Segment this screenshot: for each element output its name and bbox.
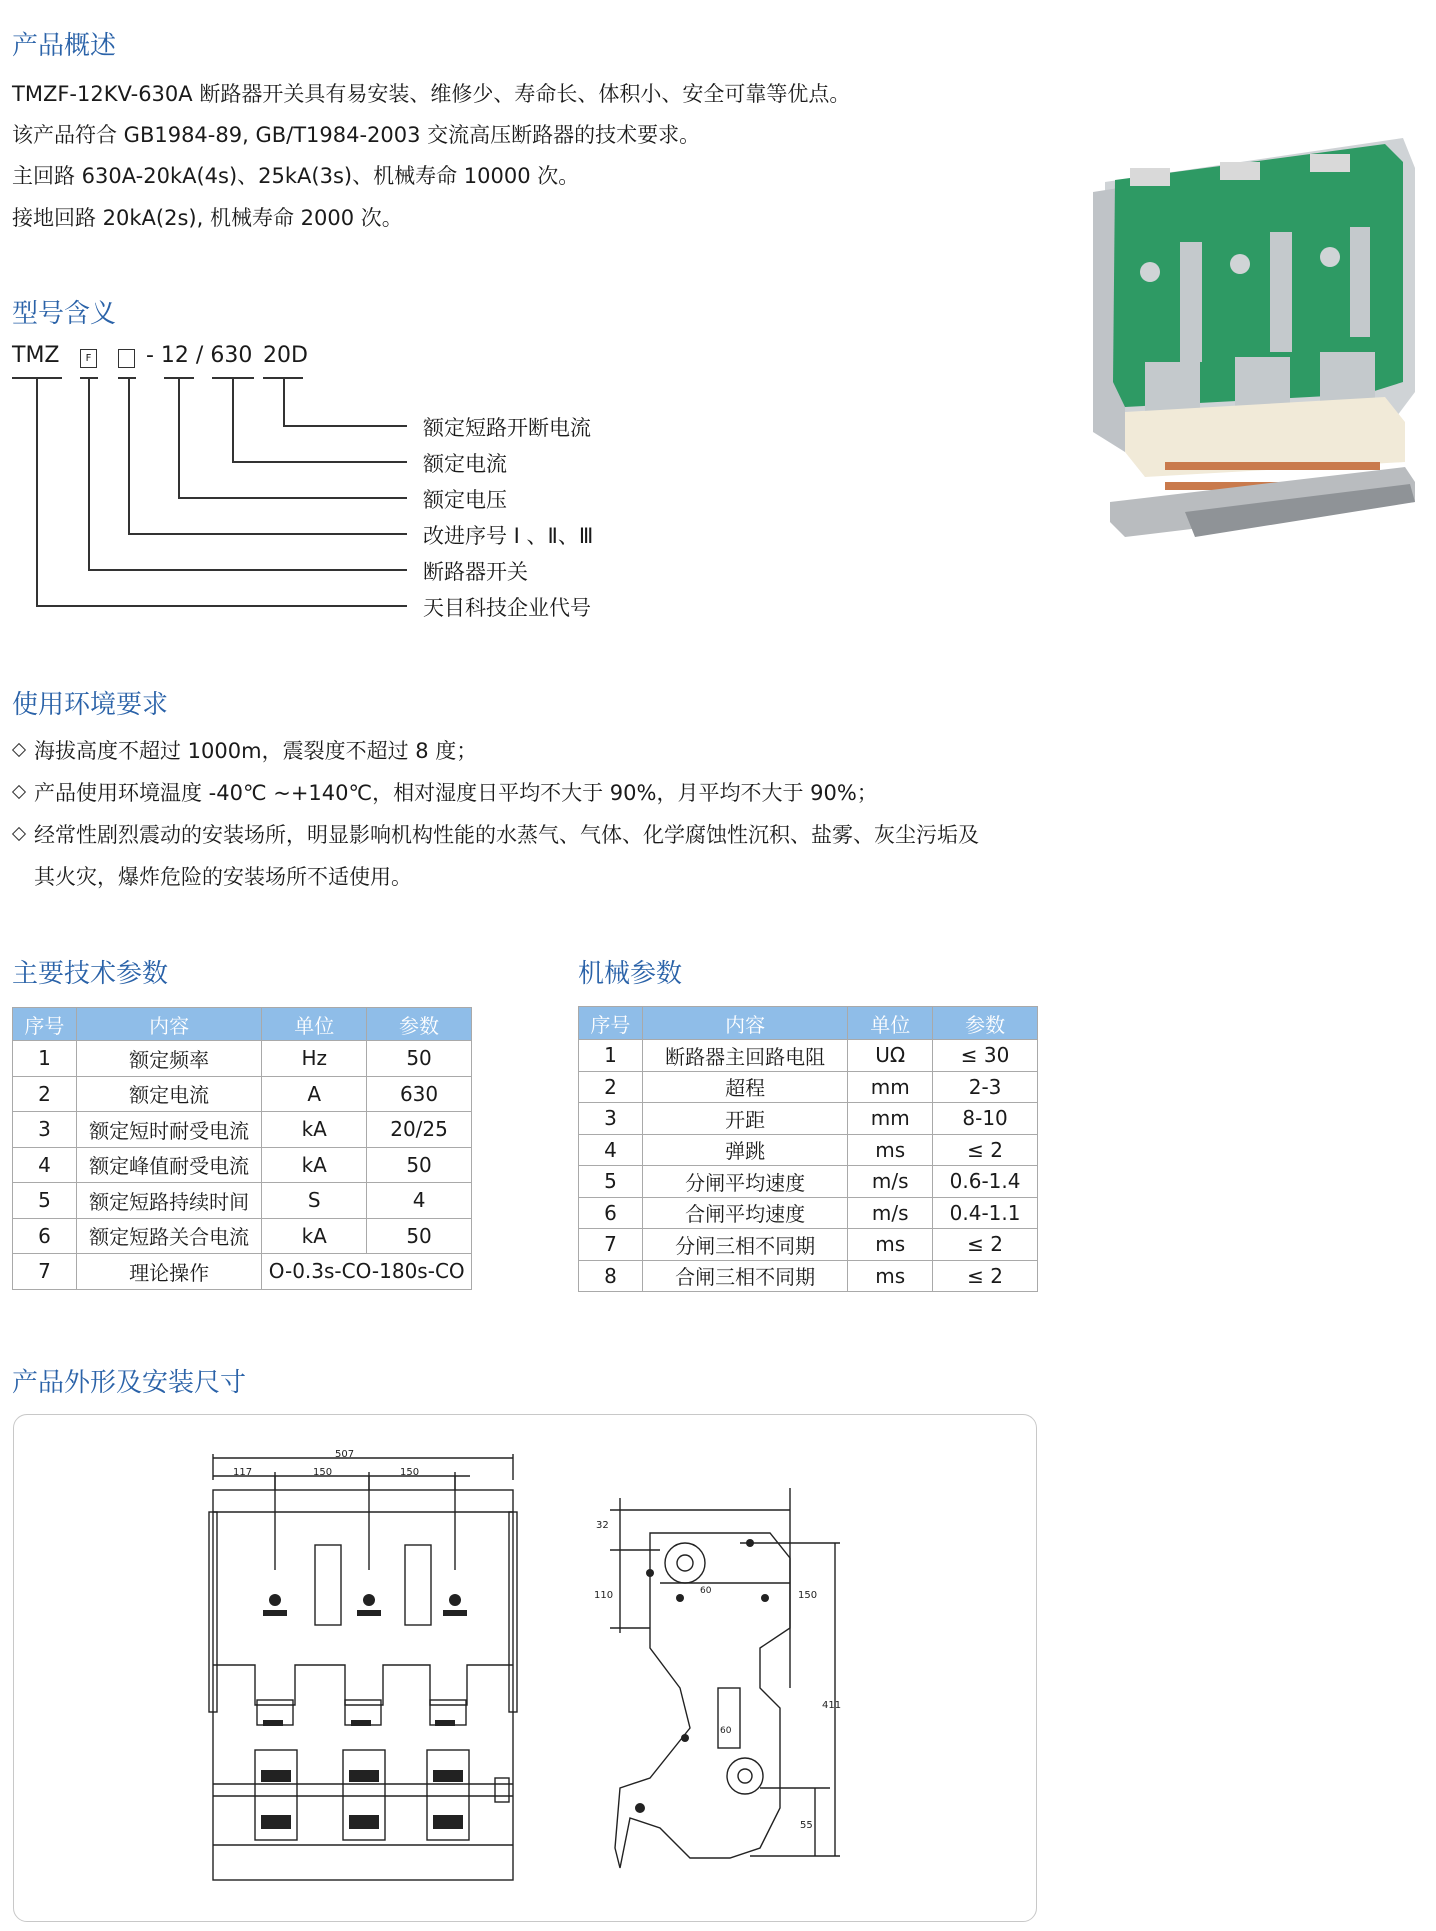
table-cell: 7: [13, 1254, 77, 1290]
environment-heading: 使用环境要求: [12, 690, 169, 720]
col-header-no: 序号: [579, 1007, 643, 1040]
table-header-row: [13, 1008, 472, 1041]
model-label-2: 额定电流: [423, 452, 507, 476]
model-label-5: 断路器开关: [423, 560, 528, 584]
table-cell: 分闸平均速度: [642, 1166, 847, 1198]
table-cell: 6: [13, 1218, 77, 1254]
bullet-diamond-icon: [12, 785, 26, 799]
table-cell: ms: [848, 1229, 933, 1261]
dim-side-411: 411: [822, 1700, 842, 1711]
tech-params-table: [12, 1007, 472, 1290]
table-cell: 超程: [642, 1071, 847, 1103]
table-cell: 4: [13, 1147, 77, 1183]
table-cell: ≤ 2: [933, 1134, 1038, 1166]
overview-heading: 产品概述: [12, 31, 117, 61]
col-header-unit: 单位: [848, 1007, 933, 1040]
table-cell: 合闸三相不同期: [642, 1260, 847, 1292]
table-cell: 50: [367, 1147, 472, 1183]
model-heading: 型号含义: [12, 299, 117, 329]
table-row: [13, 1183, 472, 1219]
table-cell: 开距: [642, 1103, 847, 1135]
table-cell: A: [262, 1076, 367, 1112]
table-cell: mm: [848, 1071, 933, 1103]
table-cell: 5: [13, 1183, 77, 1219]
table-row: [579, 1103, 1038, 1135]
table-cell: 8: [579, 1260, 643, 1292]
tech-params-heading: 主要技术参数: [12, 959, 169, 989]
table-row: [13, 1218, 472, 1254]
table-cell: 额定电流: [76, 1076, 262, 1112]
table-cell: 1: [13, 1041, 77, 1077]
table-row: [13, 1112, 472, 1148]
col-header-value: 参数: [367, 1008, 472, 1041]
front-view-drawing: [195, 1450, 535, 1890]
table-cell: ≤ 30: [933, 1040, 1038, 1072]
table-cell: 4: [367, 1183, 472, 1219]
env-item-3-cont: 其火灾，爆炸危险的安装场所不适使用。: [34, 865, 412, 889]
table-cell: 6: [579, 1197, 643, 1229]
model-code-prefix: TMZ: [12, 343, 60, 368]
model-code-box-f: F: [80, 349, 97, 368]
dim-side-150: 150: [798, 1590, 818, 1601]
env-item-3: 经常性剧烈震动的安装场所，明显影响机构性能的水蒸气、气体、化学腐蚀性沉积、盐雾、灰尘污垢及: [14, 819, 979, 849]
table-cell: 0.4-1.1: [933, 1197, 1038, 1229]
table-header-row: [579, 1007, 1038, 1040]
side-view-drawing: [590, 1488, 860, 1888]
dim-front-2: 150: [313, 1467, 333, 1478]
product-photo: [1085, 132, 1430, 562]
underline-box: [118, 377, 136, 379]
table-cell: mm: [848, 1103, 933, 1135]
dimensions-heading: 产品外形及安装尺寸: [12, 1368, 247, 1398]
env-item-2: 产品使用环境温度 -40℃ ~+140℃，相对湿度日平均不大于 90%，月平均不大于 90%；: [14, 777, 878, 807]
table-cell: 3: [579, 1103, 643, 1135]
table-row: [13, 1041, 472, 1077]
overview-line-4: 接地回路 20kA(2s), 机械寿命 2000 次。: [12, 206, 403, 230]
dim-front-3: 150: [400, 1467, 420, 1478]
dim-side-55: 55: [800, 1820, 813, 1831]
table-cell: ms: [848, 1260, 933, 1292]
table-cell: 弹跳: [642, 1134, 847, 1166]
table-cell: O-0.3s-CO-180s-CO: [262, 1254, 472, 1290]
mech-params-heading: 机械参数: [578, 959, 683, 989]
model-code-middle: - 12 / 630: [146, 343, 253, 368]
table-row: [13, 1254, 472, 1290]
bullet-diamond-icon: [12, 743, 26, 757]
table-cell: Hz: [262, 1041, 367, 1077]
table-cell: kA: [262, 1218, 367, 1254]
table-cell: 额定短路关合电流: [76, 1218, 262, 1254]
table-cell: 合闸平均速度: [642, 1197, 847, 1229]
table-row: [579, 1040, 1038, 1072]
table-cell: 额定短时耐受电流: [76, 1112, 262, 1148]
table-cell: ≤ 2: [933, 1229, 1038, 1261]
table-cell: kA: [262, 1147, 367, 1183]
table-cell: 50: [367, 1041, 472, 1077]
table-row: [579, 1071, 1038, 1103]
col-header-item: 内容: [642, 1007, 847, 1040]
col-header-unit: 单位: [262, 1008, 367, 1041]
table-row: [579, 1166, 1038, 1198]
col-header-item: 内容: [76, 1008, 262, 1041]
col-header-no: 序号: [13, 1008, 77, 1041]
table-cell: 0.6-1.4: [933, 1166, 1038, 1198]
table-cell: UΩ: [848, 1040, 933, 1072]
table-cell: 7: [579, 1229, 643, 1261]
overview-line-2: 该产品符合 GB1984-89, GB/T1984-2003 交流高压断路器的技术要求。: [12, 123, 701, 147]
table-cell: 20/25: [367, 1112, 472, 1148]
table-cell: 额定频率: [76, 1041, 262, 1077]
dim-side-32: 32: [596, 1520, 609, 1531]
table-cell: 50: [367, 1218, 472, 1254]
model-label-3: 额定电压: [423, 488, 507, 512]
overview-line-1: TMZF-12KV-630A 断路器开关具有易安装、维修少、寿命长、体积小、安全可靠等优点。: [12, 82, 851, 106]
table-row: [579, 1260, 1038, 1292]
table-cell: 4: [579, 1134, 643, 1166]
table-row: [13, 1147, 472, 1183]
dim-front-1: 117: [233, 1467, 253, 1478]
model-label-1: 额定短路开断电流: [423, 416, 591, 440]
table-row: [13, 1076, 472, 1112]
table-cell: 理论操作: [76, 1254, 262, 1290]
bullet-diamond-icon: [12, 827, 26, 841]
dim-total-width: 507: [335, 1450, 355, 1460]
mech-params-table: [578, 1006, 1038, 1292]
table-row: [579, 1197, 1038, 1229]
model-code-suffix: 20D: [263, 343, 308, 368]
table-row: [579, 1134, 1038, 1166]
table-cell: 8-10: [933, 1103, 1038, 1135]
table-cell: 5: [579, 1166, 643, 1198]
table-cell: 2-3: [933, 1071, 1038, 1103]
table-cell: 额定峰值耐受电流: [76, 1147, 262, 1183]
table-cell: 1: [579, 1040, 643, 1072]
env-item-1: 海拔高度不超过 1000m，震裂度不超过 8 度；: [14, 735, 477, 765]
col-header-value: 参数: [933, 1007, 1038, 1040]
table-cell: 2: [579, 1071, 643, 1103]
dim-side-60-b: 60: [720, 1726, 732, 1736]
table-cell: 断路器主回路电阻: [642, 1040, 847, 1072]
table-cell: ms: [848, 1134, 933, 1166]
table-cell: 分闸三相不同期: [642, 1229, 847, 1261]
model-label-6: 天目科技企业代号: [423, 596, 591, 620]
table-cell: 630: [367, 1076, 472, 1112]
table-cell: kA: [262, 1112, 367, 1148]
table-cell: S: [262, 1183, 367, 1219]
table-cell: m/s: [848, 1197, 933, 1229]
dim-side-60-a: 60: [700, 1586, 712, 1596]
table-cell: 3: [13, 1112, 77, 1148]
table-cell: ≤ 2: [933, 1260, 1038, 1292]
model-code-box-empty: [118, 349, 135, 368]
table-cell: 额定短路持续时间: [76, 1183, 262, 1219]
table-cell: 2: [13, 1076, 77, 1112]
overview-line-3: 主回路 630A-20kA(4s)、25kA(3s)、机械寿命 10000 次。: [12, 164, 580, 188]
dim-side-110: 110: [594, 1590, 614, 1601]
table-cell: m/s: [848, 1166, 933, 1198]
model-label-4: 改进序号 Ⅰ 、Ⅱ、Ⅲ: [423, 524, 594, 548]
table-row: [579, 1229, 1038, 1261]
